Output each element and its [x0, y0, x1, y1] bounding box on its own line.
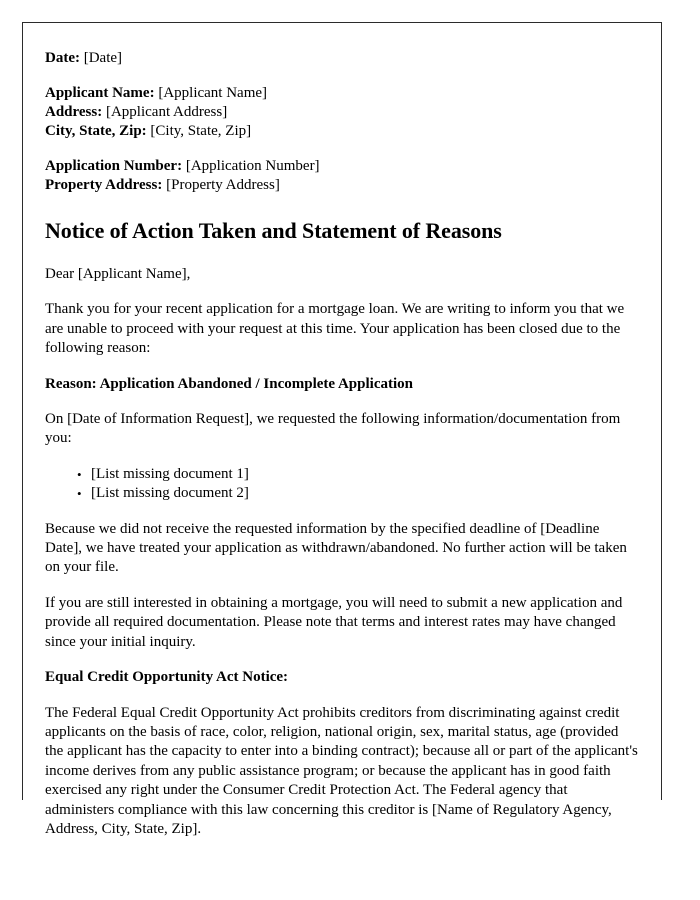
property-address-label: Property Address: — [45, 177, 163, 193]
application-number-value: [Application Number] — [185, 158, 320, 174]
list-item: • [List missing document 2] — [91, 484, 639, 503]
applicant-city-state-zip-label: City, State, Zip: — [45, 123, 147, 139]
applicant-name-label: Applicant Name: — [45, 85, 155, 101]
date-value: [Date] — [83, 50, 123, 66]
application-number-line — [45, 157, 639, 176]
applicant-city-state-zip-line — [45, 122, 639, 141]
applicant-address-line — [45, 103, 639, 122]
applicant-name-line — [45, 84, 639, 103]
applicant-name-value: [Applicant Name] — [158, 85, 268, 101]
ecoa-paragraph: The Federal Equal Credit Opportunity Act prohibits creditors from discriminating against credit applicants on the basis of race, color, religion, national origin, sex, marital status, age (provided the applicant has the capacity to enter into a binding contract); because all or part of the applicant's income derives from any public assistance program; or because the applicant has in good faith exercised any right under the Consumer Credit Protection Act. The Federal agency that administers compliance with this law concerning this creditor is [Name of Regulatory Agency, Address, City, State, Zip]. — [45, 704, 638, 837]
document-page — [22, 22, 662, 837]
ecoa-heading: Equal Credit Opportunity Act Notice: — [45, 669, 289, 686]
date-label: Date: — [45, 50, 80, 66]
date-field-block — [45, 49, 639, 68]
list-item: • [List missing document 1] — [91, 465, 639, 484]
request-paragraph: On [Date of Information Request], we requested the following information/documentation from you: — [45, 411, 621, 447]
applicant-city-state-zip-value: [City, State, Zip] — [150, 123, 252, 139]
application-number-label: Application Number: — [45, 158, 183, 174]
intro-paragraph: Thank you for your recent application for a mortgage loan. We are writing to inform you that we are unable to proceed with your request at this time. Your application has been closed due to the following reason: — [45, 301, 625, 357]
reapply-paragraph: If you are still interested in obtaining a mortgage, you will need to submit a new application and provide all required documentation. Please note that terms and interest rates may have changed since your initial inquiry. — [45, 594, 623, 650]
abandonment-paragraph: Because we did not receive the requested information by the specified deadline of [Deadline Date], we have treated your application as withdrawn/abandoned. No further action will be taken on your file. — [45, 520, 627, 576]
applicant-field-block — [45, 84, 639, 141]
applicant-address-label: Address: — [45, 104, 103, 120]
date-field-line — [45, 49, 639, 68]
applicant-address-value: [Applicant Address] — [105, 104, 228, 120]
salutation: Dear [Applicant Name], — [45, 266, 191, 282]
property-address-line — [45, 176, 639, 195]
application-field-block — [45, 157, 639, 195]
document-body — [23, 23, 661, 839]
property-address-value: [Property Address] — [166, 177, 280, 193]
page-title: Notice of Action Taken and Statement of Reasons — [45, 218, 502, 243]
missing-documents-list — [45, 465, 639, 504]
reason-heading: Reason: Application Abandoned / Incomplete Application — [45, 375, 413, 392]
